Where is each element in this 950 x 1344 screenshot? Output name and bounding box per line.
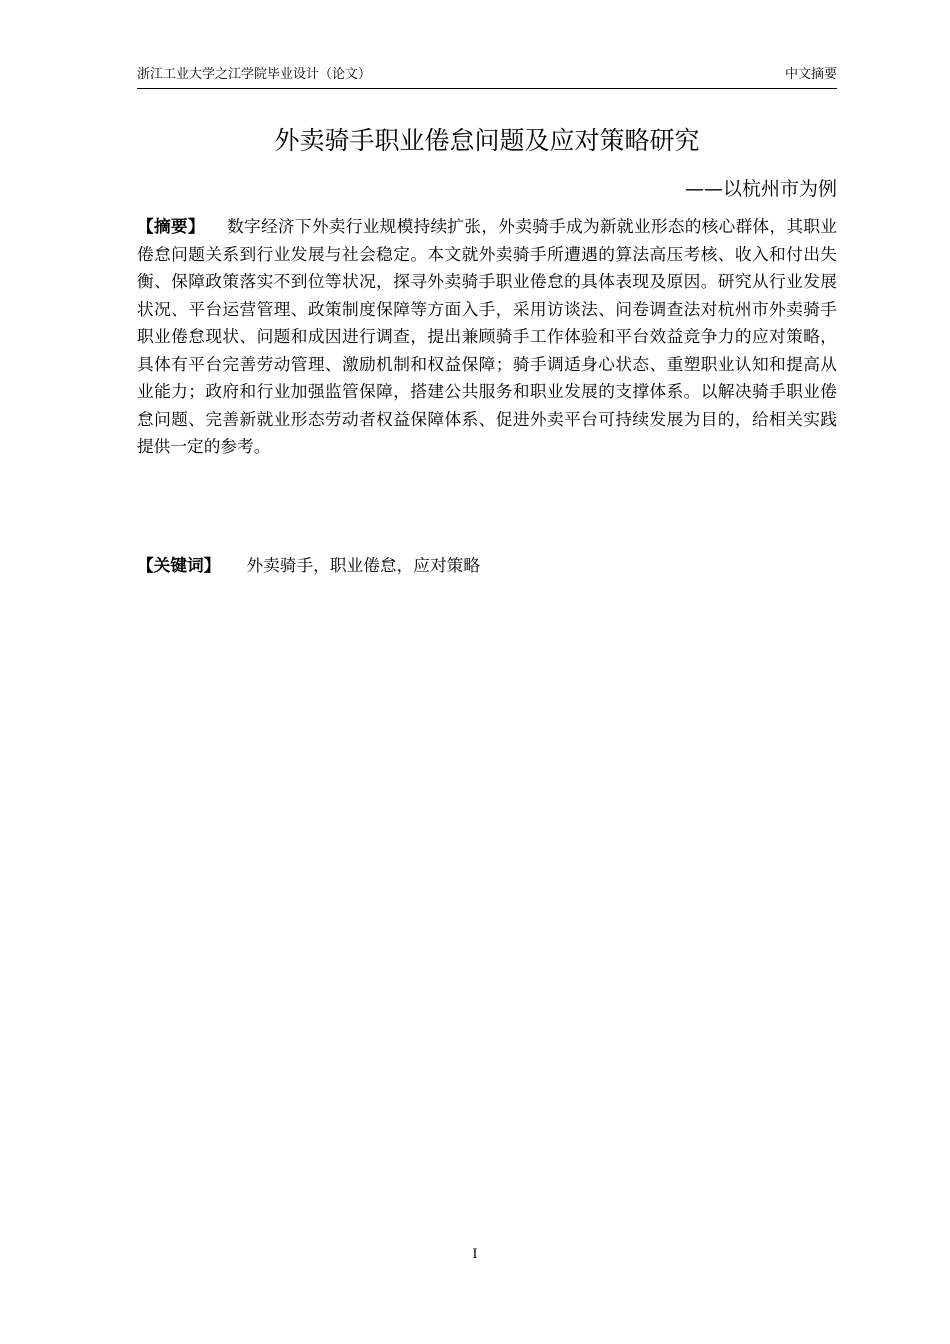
thesis-subtitle: ——以杭州市为例 <box>684 178 837 200</box>
keywords-line <box>137 552 837 579</box>
page-number: I <box>472 1247 478 1262</box>
abstract-text: 数字经济下外卖行业规模持续扩张，外卖骑手成为新就业形态的核心群体，其职业倦怠问题关系到行业发展与社会稳定。本文就外卖骑手所遭遇的算法高压考核、收入和付出失衡、保障政策落实不到位等状况，探寻外卖骑手职业倦怠的具体表现及原因。研究从行业发展状况、平台运营管理、政策制度保障等方面入手，采用访谈法、问卷调查法对杭州市外卖骑手职业倦怠现状、问题和成因进行调查，提出兼顾骑手工作体验和平台效益竞争力的应对策略，具体有平台完善劳动管理、激励机制和权益保障；骑手调适身心状态、重塑职业认知和提高从业能力；政府和行业加强监管保障，搭建公共服务和职业发展的支撑体系。以解决骑手职业倦怠问题、完善新就业形态劳动者权益保障体系、促进外卖平台可持续发展为目的，给相关实践提供一定的参考。 <box>137 216 838 456</box>
thesis-title: 外卖骑手职业倦怠问题及应对策略研究 <box>274 126 700 155</box>
page-header <box>137 66 837 89</box>
header-school-title: 浙江工业大学之江学院毕业设计（论文） <box>137 67 372 82</box>
keywords-text: 外卖骑手，职业倦怠，应对策略 <box>246 555 481 575</box>
abstract-paragraph <box>137 213 837 461</box>
keywords-label: 【关键词】 <box>137 555 221 575</box>
header-section-title: 中文摘要 <box>784 67 837 82</box>
abstract-label: 【摘要】 <box>137 216 205 236</box>
